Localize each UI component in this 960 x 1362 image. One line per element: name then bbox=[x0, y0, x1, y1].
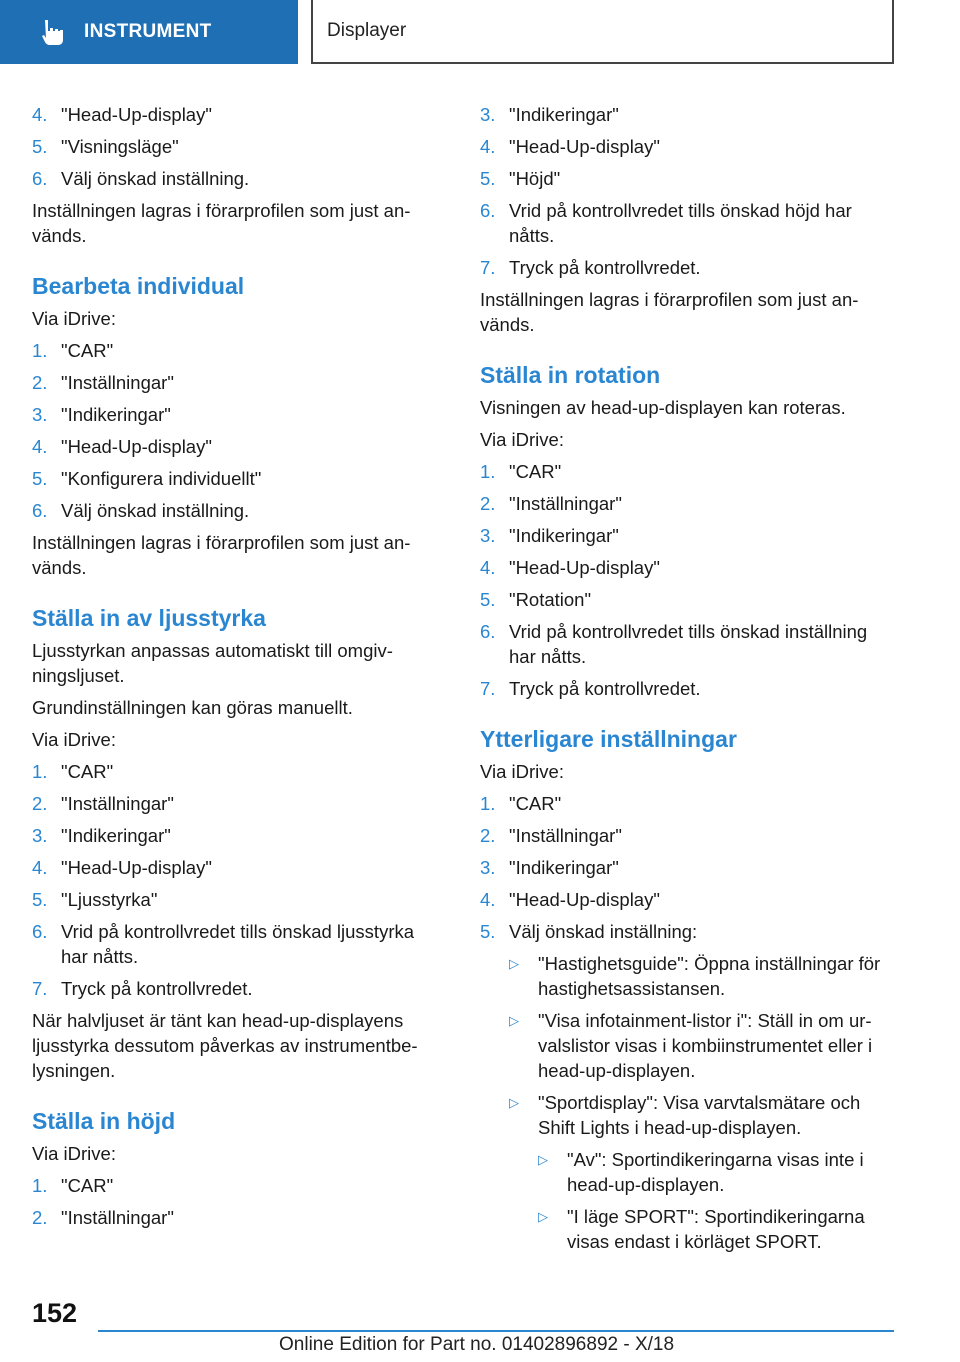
chapter-tab bbox=[0, 0, 298, 64]
list-item: 3. "Indikeringar" bbox=[32, 825, 171, 846]
list-item: 5. "Visningsläge" bbox=[32, 136, 179, 157]
list-item: 2. "Inställningar" bbox=[32, 372, 174, 393]
list-item: 7. Tryck på kontrollvredet. bbox=[480, 257, 701, 278]
chapter-title: INSTRUMENT bbox=[84, 21, 212, 42]
list-item: 6. Vrid på kontrollvredet tills önskad ljusstyrka har nåtts. bbox=[32, 921, 415, 967]
list-item: 4. "Head-Up-display" bbox=[480, 557, 660, 578]
list-item: 2. "Inställningar" bbox=[480, 493, 622, 514]
list-item: 2. "Inställningar" bbox=[32, 793, 174, 814]
list-item: 5. "Rotation" bbox=[480, 589, 592, 610]
list-item: 6. Välj önskad inställning. bbox=[32, 168, 250, 189]
page-number: 152 bbox=[32, 1298, 78, 1328]
bullet-item: ▷ "Sportdisplay": Visa varvtalsmätare och Shift Lights i head-up-displayen. bbox=[509, 1092, 861, 1138]
list-item: 4. "Head-Up-display" bbox=[480, 136, 660, 157]
heading-height: Ställa in höjd bbox=[32, 1108, 176, 1134]
list-item: 4. "Head-Up-display" bbox=[32, 104, 212, 125]
paragraph: Inställningen lagras i förarprofilen som just an-vänds. bbox=[480, 289, 859, 335]
list-item: 1. "CAR" bbox=[32, 340, 114, 361]
heading-brightness: Ställa in av ljusstyrka bbox=[32, 605, 266, 631]
list-item: 4. "Head-Up-display" bbox=[32, 857, 212, 878]
list-item: 6. Vrid på kontrollvredet tills önskad höjd har nåtts. bbox=[480, 200, 852, 246]
paragraph: Inställningen lagras i förarprofilen som just an-vänds. bbox=[32, 200, 411, 246]
edition-text: Online Edition for Part no. 01402896892 - X/18 bbox=[279, 1334, 675, 1355]
list-item: 2. "Inställningar" bbox=[32, 1207, 174, 1228]
heading-more-settings: Ytterligare inställningar bbox=[480, 726, 737, 752]
page-footer bbox=[0, 1290, 960, 1362]
list-item: 3. "Indikeringar" bbox=[480, 525, 619, 546]
paragraph: När halvljuset är tänt kan head-up-displayens ljusstyrka dessutom påverkas av instrumentbe-lysningen. bbox=[32, 1010, 418, 1081]
list-item: 3. "Indikeringar" bbox=[480, 857, 619, 878]
list-item: 7. Tryck på kontrollvredet. bbox=[480, 678, 701, 699]
bullet-item: ▷ "Hastighetsguide": Öppna inställningar för hastighetsassistansen. bbox=[509, 953, 881, 999]
sub-bullet-item: ▷ "I läge SPORT": Sportindikeringarna visas endast i körläget SPORT. bbox=[538, 1206, 865, 1252]
paragraph: Via iDrive: bbox=[32, 1143, 116, 1164]
pointing-hand-icon bbox=[40, 18, 66, 46]
list-item: 3. "Indikeringar" bbox=[480, 104, 619, 125]
sub-bullet-item: ▷ "Av": Sportindikeringarna visas inte i head-up-displayen. bbox=[538, 1149, 864, 1195]
paragraph: Via iDrive: bbox=[480, 761, 564, 782]
list-item: 2. "Inställningar" bbox=[480, 825, 622, 846]
list-item: 1. "CAR" bbox=[32, 1175, 114, 1196]
triangle-bullet-icon: ▷ bbox=[509, 956, 519, 971]
list-item: 1. "CAR" bbox=[480, 461, 562, 482]
footer-divider bbox=[98, 1330, 894, 1332]
triangle-bullet-icon: ▷ bbox=[509, 1013, 519, 1028]
list-item: 5. Välj önskad inställning: bbox=[480, 921, 698, 942]
paragraph: Visningen av head-up-displayen kan roteras. bbox=[480, 397, 846, 418]
heading-rotation: Ställa in rotation bbox=[480, 362, 661, 388]
list-item: 5. "Höjd" bbox=[480, 168, 561, 189]
paragraph: Via iDrive: bbox=[32, 729, 116, 750]
list-item: 4. "Head-Up-display" bbox=[32, 436, 212, 457]
paragraph: Grundinställningen kan göras manuellt. bbox=[32, 697, 353, 718]
triangle-bullet-icon: ▷ bbox=[538, 1209, 548, 1224]
list-item: 1. "CAR" bbox=[480, 793, 562, 814]
paragraph: Via iDrive: bbox=[32, 308, 116, 329]
triangle-bullet-icon: ▷ bbox=[538, 1152, 548, 1167]
page-header bbox=[0, 0, 960, 66]
bullet-item: ▷ "Visa infotainment-listor i": Ställ in om ur-valslistor visas i kombiinstrumentet eller i head-up-displayen. bbox=[509, 1010, 873, 1081]
list-item: 5. "Ljusstyrka" bbox=[32, 889, 158, 910]
list-item: 3. "Indikeringar" bbox=[32, 404, 171, 425]
list-item: 4. "Head-Up-display" bbox=[480, 889, 660, 910]
paragraph: Via iDrive: bbox=[480, 429, 564, 450]
list-item: 6. Vrid på kontrollvredet tills önskad inställning har nåtts. bbox=[480, 621, 868, 667]
section-title: Displayer bbox=[327, 20, 407, 41]
right-column bbox=[480, 102, 898, 1261]
heading-individual: Bearbeta individual bbox=[32, 273, 245, 299]
paragraph: Inställningen lagras i förarprofilen som just an-vänds. bbox=[32, 532, 411, 578]
list-item: 7. Tryck på kontrollvredet. bbox=[32, 978, 253, 999]
list-item: 6. Välj önskad inställning. bbox=[32, 500, 250, 521]
list-item: 1. "CAR" bbox=[32, 761, 114, 782]
list-item: 5. "Konfigurera individuellt" bbox=[32, 468, 262, 489]
section-tab bbox=[311, 0, 894, 64]
triangle-bullet-icon: ▷ bbox=[509, 1095, 519, 1110]
paragraph: Ljusstyrkan anpassas automatiskt till omgiv-ningsljuset. bbox=[32, 640, 393, 686]
left-column bbox=[32, 102, 437, 1237]
